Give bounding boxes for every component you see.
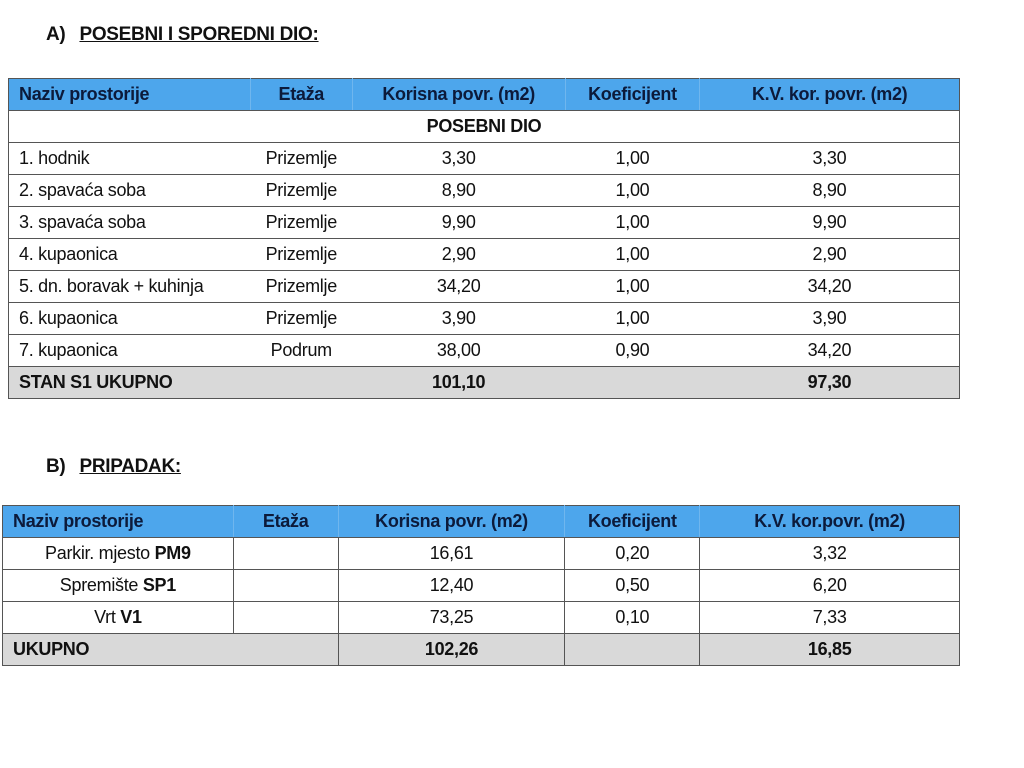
floor	[233, 570, 338, 602]
total-kv: 16,85	[700, 634, 960, 666]
usable-area: 3,30	[352, 143, 565, 175]
floor	[233, 602, 338, 634]
total-kv: 97,30	[700, 367, 960, 399]
room-name: 4. kupaonica	[9, 239, 251, 271]
header-cell: Etaža	[233, 506, 338, 538]
weighted-area: 34,20	[700, 271, 960, 303]
total-row	[9, 367, 960, 399]
total-label: STAN S1 UKUPNO	[9, 367, 251, 399]
usable-area: 16,61	[338, 538, 565, 570]
floor	[233, 538, 338, 570]
section-title-text: POSEBNI I SPOREDNI DIO:	[79, 24, 319, 45]
section-letter: B)	[46, 456, 66, 477]
room-name-text: Spremište	[59, 575, 139, 595]
table-row	[9, 271, 960, 303]
coefficient: 1,00	[565, 303, 700, 335]
weighted-area: 6,20	[700, 570, 960, 602]
total-label: UKUPNO	[3, 634, 234, 666]
coefficient: 1,00	[565, 207, 700, 239]
header-cell: Koeficijent	[565, 506, 700, 538]
section-a-title	[46, 24, 319, 46]
room-name-text: Parkir. mjesto	[45, 543, 150, 563]
total-area: 101,10	[352, 367, 565, 399]
room-name	[3, 538, 234, 570]
table-header-row	[3, 506, 960, 538]
table-row	[9, 239, 960, 271]
usable-area: 34,20	[352, 271, 565, 303]
posebni-dio-table	[8, 78, 960, 399]
room-name: 3. spavaća soba	[9, 207, 251, 239]
floor: Podrum	[250, 335, 352, 367]
pripadak-table	[2, 505, 960, 666]
coefficient: 1,00	[565, 271, 700, 303]
usable-area: 2,90	[352, 239, 565, 271]
coefficient: 0,10	[565, 602, 700, 634]
floor: Prizemlje	[250, 239, 352, 271]
table-row	[9, 303, 960, 335]
room-name	[3, 570, 234, 602]
floor: Prizemlje	[250, 175, 352, 207]
usable-area: 12,40	[338, 570, 565, 602]
total-row	[3, 634, 960, 666]
table-row	[9, 335, 960, 367]
group-row	[9, 111, 960, 143]
usable-area: 38,00	[352, 335, 565, 367]
group-label: POSEBNI DIO	[9, 111, 960, 143]
weighted-area: 3,90	[700, 303, 960, 335]
room-code: V1	[120, 607, 142, 627]
total-area: 102,26	[338, 634, 565, 666]
weighted-area: 34,20	[700, 335, 960, 367]
table-row	[3, 570, 960, 602]
coefficient: 0,20	[565, 538, 700, 570]
coefficient: 1,00	[565, 143, 700, 175]
weighted-area: 2,90	[700, 239, 960, 271]
room-name-text: Vrt	[94, 607, 116, 627]
header-cell: Etaža	[250, 79, 352, 111]
coefficient: 0,90	[565, 335, 700, 367]
weighted-area: 3,30	[700, 143, 960, 175]
usable-area: 73,25	[338, 602, 565, 634]
header-cell: Korisna povr. (m2)	[352, 79, 565, 111]
table-row	[9, 143, 960, 175]
room-name	[3, 602, 234, 634]
usable-area: 9,90	[352, 207, 565, 239]
room-name: 1. hodnik	[9, 143, 251, 175]
floor: Prizemlje	[250, 303, 352, 335]
header-cell: K.V. kor.povr. (m2)	[700, 506, 960, 538]
usable-area: 3,90	[352, 303, 565, 335]
section-title-text: PRIPADAK:	[79, 456, 181, 477]
header-cell: Koeficijent	[565, 79, 700, 111]
table-row	[3, 602, 960, 634]
header-cell: K.V. kor. povr. (m2)	[700, 79, 960, 111]
header-cell: Korisna povr. (m2)	[338, 506, 565, 538]
usable-area: 8,90	[352, 175, 565, 207]
floor: Prizemlje	[250, 143, 352, 175]
room-name: 5. dn. boravak + kuhinja	[9, 271, 251, 303]
room-name: 6. kupaonica	[9, 303, 251, 335]
header-cell: Naziv prostorije	[3, 506, 234, 538]
room-code: SP1	[142, 575, 176, 595]
coefficient: 0,50	[565, 570, 700, 602]
coefficient: 1,00	[565, 175, 700, 207]
table-row	[9, 175, 960, 207]
floor: Prizemlje	[250, 271, 352, 303]
weighted-area: 8,90	[700, 175, 960, 207]
table-row	[9, 207, 960, 239]
section-letter: A)	[46, 24, 66, 45]
weighted-area: 3,32	[700, 538, 960, 570]
coefficient: 1,00	[565, 239, 700, 271]
table-row	[3, 538, 960, 570]
weighted-area: 9,90	[700, 207, 960, 239]
section-b-title	[46, 456, 181, 478]
floor: Prizemlje	[250, 207, 352, 239]
table-header-row	[9, 79, 960, 111]
header-cell: Naziv prostorije	[9, 79, 251, 111]
room-name: 2. spavaća soba	[9, 175, 251, 207]
room-code: PM9	[154, 543, 191, 563]
weighted-area: 7,33	[700, 602, 960, 634]
room-name: 7. kupaonica	[9, 335, 251, 367]
